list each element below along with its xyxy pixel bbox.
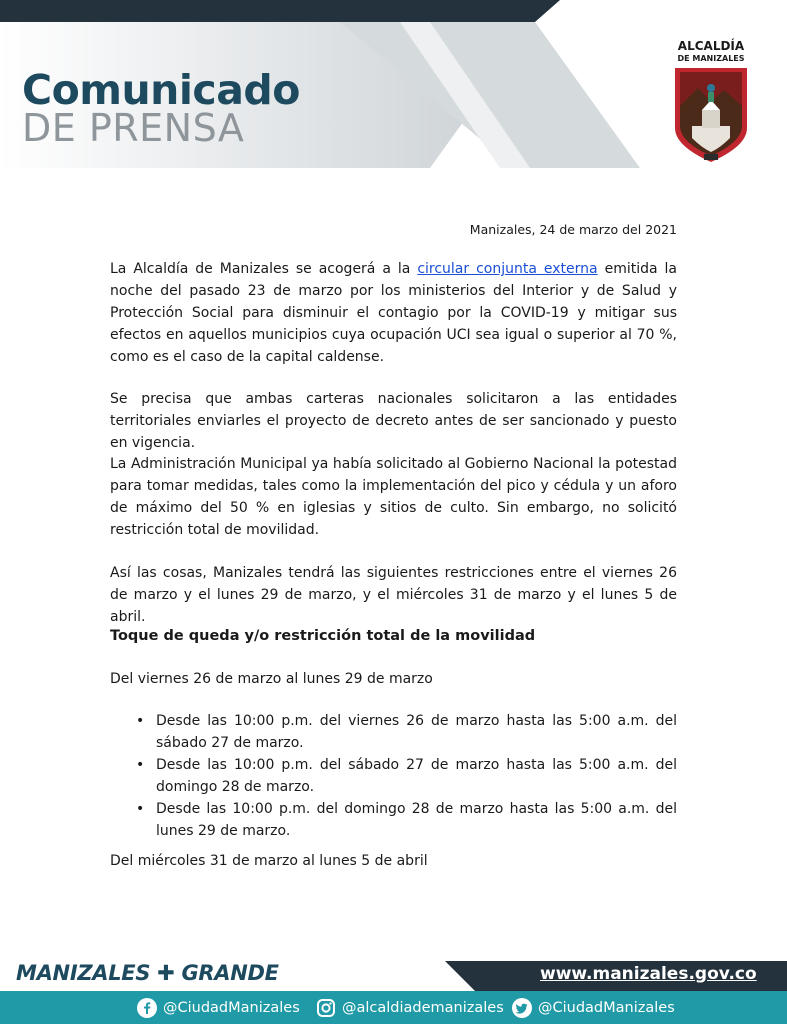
logo-title: ALCALDÍA <box>677 39 745 53</box>
facebook-handle: @CiudadManizales <box>163 1000 300 1016</box>
paragraph-1-text-a: La Alcaldía de Manizales se acogerá a la <box>110 261 418 277</box>
instagram-icon <box>316 998 336 1018</box>
restriction-text: Desde las 10:00 p.m. del domingo 28 de marzo hasta las 5:00 a.m. del lunes 29 de marzo. <box>156 801 677 839</box>
press-title-main: Comunicado <box>22 66 300 114</box>
twitter-handle: @CiudadManizales <box>538 1000 675 1016</box>
restriction-item <box>132 710 677 754</box>
press-title-sub: DE PRENSA <box>22 106 245 150</box>
press-header <box>0 0 787 170</box>
facebook-icon <box>137 998 157 1018</box>
alcaldia-logo <box>666 40 756 166</box>
logo-subtitle: DE MANIZALES <box>677 54 745 63</box>
twitter-icon <box>512 998 532 1018</box>
bullet-icon: • <box>136 801 145 817</box>
restriction-text: Desde las 10:00 p.m. del viernes 26 de marzo hasta las 5:00 a.m. del sábado 27 de marzo. <box>156 713 677 751</box>
bullet-icon: • <box>136 757 145 773</box>
paragraph-1-text-b: emitida la noche del pasado 23 de marzo por los ministerios del Interior y de Salud y Protección Social para disminuir el contagio por la COVID-19 y mitigar sus efectos en aquellos municipios cuya ocupación UCI sea igual o superior al 70 %, como es el caso de la capital caldense. <box>110 261 677 365</box>
restriction-list <box>132 710 677 842</box>
paragraph-4: Así las cosas, Manizales tendrá las siguientes restricciones entre el viernes 26 de marzo y el lunes 29 de marzo, y el miércoles 31 de marzo y el lunes 5 de abril. <box>110 565 677 625</box>
manizales-grande-brand: MANIZALES ✚ GRANDE <box>16 961 279 985</box>
section-heading: Toque de queda y/o restricción total de la movilidad <box>110 628 536 644</box>
coat-of-arms-icon <box>672 66 750 164</box>
restriction-item <box>132 754 677 798</box>
restriction-item <box>132 798 677 842</box>
release-date: Manizales, 24 de marzo del 2021 <box>469 222 677 237</box>
period-1-label: Del viernes 26 de marzo al lunes 29 de marzo <box>110 671 433 687</box>
period-2-label: Del miércoles 31 de marzo al lunes 5 de abril <box>110 853 428 869</box>
bullet-icon: • <box>136 713 145 729</box>
circular-conjunta-link[interactable]: circular conjunta externa <box>417 261 598 277</box>
paragraph-2: Se precisa que ambas carteras nacionales solicitaron a las entidades territoriales enviarles el proyecto de decreto antes de ser sancionado y puesto en vigencia. <box>110 391 677 451</box>
website-link[interactable]: www.manizales.gov.co <box>540 964 757 984</box>
facebook-link[interactable] <box>137 997 300 1019</box>
instagram-handle: @alcaldiademanizales <box>342 1000 504 1016</box>
paragraph-1 <box>110 258 677 368</box>
paragraph-3: La Administración Municipal ya había solicitado al Gobierno Nacional la potestad para tomar medidas, tales como la implementación del pico y cédula y un aforo de máximo del 50 % en iglesias y sitios de culto. Sin embargo, no solicitó restricción total de movilidad. <box>110 456 677 538</box>
restriction-text: Desde las 10:00 p.m. del sábado 27 de marzo hasta las 5:00 a.m. del domingo 28 de marzo. <box>156 757 677 795</box>
press-footer <box>0 955 787 1024</box>
instagram-link[interactable] <box>316 997 504 1019</box>
twitter-link[interactable] <box>512 997 675 1019</box>
